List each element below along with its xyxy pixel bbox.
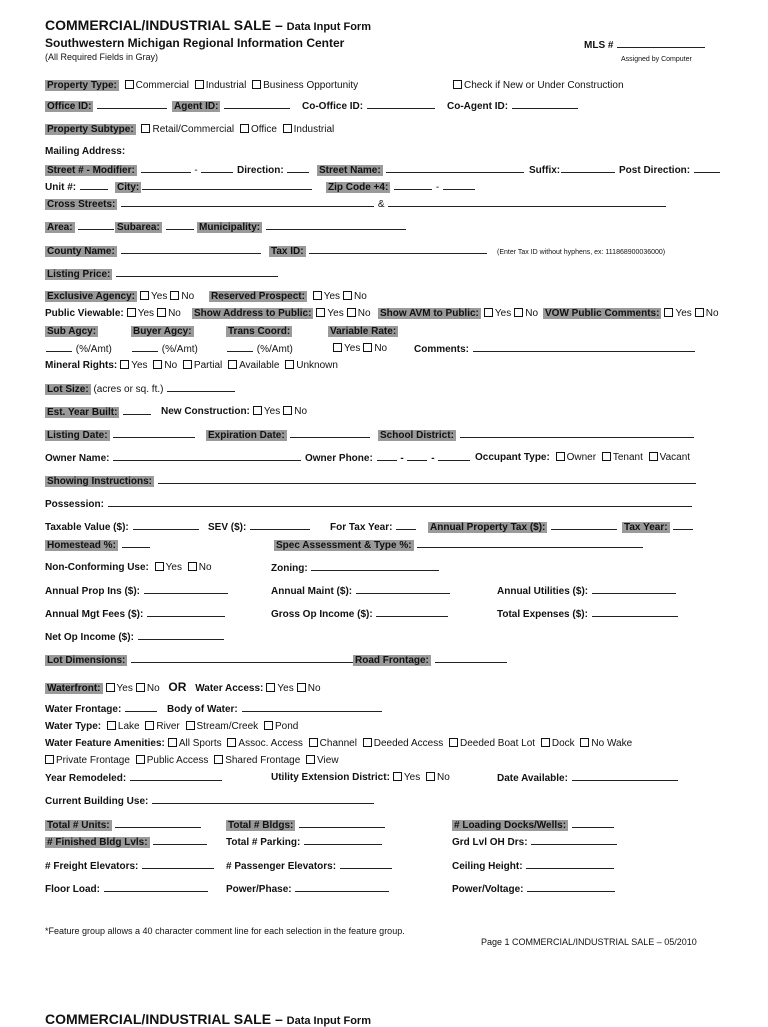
form-title: COMMERCIAL/INDUSTRIAL SALE – Data Input Form: [45, 17, 371, 33]
listing-price-field[interactable]: Listing Price:: [45, 267, 279, 281]
net-op-income-field[interactable]: Net Op Income ($):: [45, 630, 225, 644]
post-direction-field[interactable]: Post Direction:: [619, 163, 721, 177]
current-building-use-field[interactable]: Current Building Use:: [45, 794, 375, 808]
retail-commercial-checkbox[interactable]: [141, 124, 150, 133]
date-available-field[interactable]: Date Available:: [497, 771, 679, 785]
lot-size-field[interactable]: Lot Size: (acres or sq. ft.): [45, 382, 236, 396]
utility-extension-field[interactable]: Utility Extension District: Yes No: [271, 772, 450, 783]
floor-load-field[interactable]: Floor Load:: [45, 882, 209, 896]
occupant-type-field[interactable]: Occupant Type: Owner Tenant Vacant: [475, 452, 691, 463]
grd-lvl-oh-drs-field[interactable]: Grd Lvl OH Drs:: [452, 835, 618, 849]
zoning-field[interactable]: Zoning:: [271, 561, 440, 575]
total-parking-field[interactable]: Total # Parking:: [226, 835, 383, 849]
show-address-field[interactable]: Show Address to Public: Yes No: [194, 308, 371, 319]
office-id-field[interactable]: Office ID:: [45, 99, 168, 113]
new-construction-field[interactable]: New Construction: Yes No: [161, 406, 308, 417]
county-field[interactable]: County Name:: [45, 244, 262, 258]
variable-rate-label: Variable Rate:: [330, 326, 397, 337]
co-agent-id-field[interactable]: Co-Agent ID:: [447, 99, 579, 113]
unit-field[interactable]: Unit #:: [45, 180, 109, 194]
show-avm-field[interactable]: Show AVM to Public: Yes No: [380, 308, 539, 319]
business-opportunity-checkbox[interactable]: [252, 80, 261, 89]
showing-instructions-field[interactable]: Showing Instructions:: [45, 474, 697, 488]
lot-dimensions-field[interactable]: Lot Dimensions:: [45, 653, 354, 667]
mls-field[interactable]: MLS #: [584, 38, 706, 52]
year-built-field[interactable]: Est. Year Built:: [45, 405, 152, 419]
form-subtitle: Data Input Form: [286, 21, 371, 33]
direction-field[interactable]: Direction:: [237, 163, 310, 177]
required-note: (All Required Fields in Gray): [45, 52, 159, 62]
sub-agency-label: Sub Agcy:: [47, 326, 97, 337]
body-of-water-field[interactable]: Body of Water:: [167, 702, 383, 716]
exclusive-agency-field[interactable]: Exclusive Agency: Yes No: [47, 291, 195, 302]
prop-ins-field[interactable]: Annual Prop Ins ($):: [45, 584, 229, 598]
mgt-fees-field[interactable]: Annual Mgt Fees ($):: [45, 607, 226, 621]
power-phase-field[interactable]: Power/Phase:: [226, 882, 390, 896]
total-bldgs-field[interactable]: Total # Bldgs:: [226, 818, 386, 832]
trans-coord-label: Trans Coord:: [228, 326, 291, 337]
municipality-field[interactable]: Municipality:: [197, 220, 407, 234]
page-footer: Page 1 COMMERCIAL/INDUSTRIAL SALE – 05/2010: [481, 937, 697, 947]
variable-rate-field[interactable]: Yes No: [330, 342, 387, 355]
passenger-elevators-field[interactable]: # Passenger Elevators:: [226, 859, 393, 873]
listing-date-field[interactable]: Listing Date:: [45, 428, 196, 442]
taxable-value-field[interactable]: Taxable Value ($):: [45, 520, 200, 534]
property-type-label: Property Type:: [47, 80, 117, 91]
mineral-rights-field[interactable]: Mineral Rights: Yes No Partial Available Unknown: [45, 360, 338, 371]
annual-utilities-field[interactable]: Annual Utilities ($):: [497, 584, 677, 598]
buyer-agency-field[interactable]: (%/Amt): [131, 342, 198, 356]
school-district-field[interactable]: School District:: [378, 428, 695, 442]
possession-field[interactable]: Possession:: [45, 497, 693, 511]
water-frontage-field[interactable]: Water Frontage:: [45, 702, 158, 716]
new-construction-check[interactable]: Check if New or Under Construction: [450, 79, 624, 92]
city-field[interactable]: City:: [115, 180, 313, 194]
office-checkbox[interactable]: [240, 124, 249, 133]
ceiling-height-field[interactable]: Ceiling Height:: [452, 859, 615, 873]
expiration-date-field[interactable]: Expiration Date:: [206, 428, 371, 442]
organization-name: Southwestern Michigan Regional Information Center: [45, 36, 345, 50]
reserved-prospect-field[interactable]: Reserved Prospect: Yes No: [211, 291, 367, 302]
commercial-checkbox[interactable]: [125, 80, 134, 89]
property-type-row: Property Type: Commercial Industrial Business Opportunity: [47, 80, 359, 91]
feature-group-note: *Feature group allows a 40 character comment line for each selection in the feature group.: [45, 926, 405, 936]
property-subtype-row: Property Subtype: Retail/Commercial Office Industrial: [47, 124, 335, 135]
homestead-field[interactable]: Homestead %:: [45, 538, 151, 552]
next-page-title: COMMERCIAL/INDUSTRIAL SALE – Data Input Form: [45, 1011, 371, 1027]
subtype-industrial-checkbox[interactable]: [283, 124, 292, 133]
subarea-field[interactable]: Subarea:: [115, 220, 195, 234]
co-office-id-field[interactable]: Co-Office ID:: [302, 99, 436, 113]
cross-streets-field[interactable]: Cross Streets: &: [45, 197, 667, 211]
for-tax-year-field[interactable]: For Tax Year:: [330, 520, 417, 534]
tax-id-note: (Enter Tax ID without hyphens, ex: 111868900036000): [497, 249, 666, 256]
spec-assessment-field[interactable]: Spec Assessment & Type %:: [274, 538, 644, 552]
waterfront-field[interactable]: Waterfront: Yes No OR Water Access: Yes No: [47, 680, 321, 694]
street-number-field[interactable]: Street # - Modifier: -: [45, 163, 234, 177]
industrial-checkbox[interactable]: [195, 80, 204, 89]
tax-id-field[interactable]: Tax ID:: [269, 244, 488, 258]
owner-name-field[interactable]: Owner Name:: [45, 451, 302, 465]
water-type-field[interactable]: Water Type: Lake River Stream/Creek Pond: [45, 721, 299, 732]
area-field[interactable]: Area:: [45, 220, 115, 234]
suffix-field[interactable]: Suffix:: [529, 163, 616, 177]
trans-coord-field[interactable]: (%/Amt): [226, 342, 293, 356]
total-expenses-field[interactable]: Total Expenses ($):: [497, 607, 679, 621]
mls-note: Assigned by Computer: [621, 56, 692, 63]
annual-maint-field[interactable]: Annual Maint ($):: [271, 584, 451, 598]
gross-op-income-field[interactable]: Gross Op Income ($):: [271, 607, 449, 621]
freight-elevators-field[interactable]: # Freight Elevators:: [45, 859, 215, 873]
total-units-field[interactable]: Total # Units:: [45, 818, 202, 832]
street-name-field[interactable]: Street Name:: [317, 163, 525, 177]
comments-field[interactable]: Comments:: [414, 342, 696, 356]
power-voltage-field[interactable]: Power/Voltage:: [452, 882, 616, 896]
vow-comments-field[interactable]: VOW Public Comments: Yes No: [545, 308, 719, 319]
zip-field[interactable]: Zip Code +4: -: [326, 180, 476, 194]
road-frontage-field[interactable]: Road Frontage:: [353, 653, 508, 667]
non-conforming-field[interactable]: Non-Conforming Use: Yes No: [45, 562, 212, 573]
owner-phone-field[interactable]: Owner Phone: - -: [305, 451, 471, 465]
year-remodeled-field[interactable]: Year Remodeled:: [45, 771, 223, 785]
tax-year-field[interactable]: Tax Year:: [622, 520, 694, 534]
buyer-agency-label: Buyer Agcy:: [133, 326, 192, 337]
finished-levels-field[interactable]: # Finished Bldg Lvls:: [45, 835, 208, 849]
water-amenities-row2[interactable]: Private Frontage Public Access Shared Frontage View: [42, 754, 339, 767]
loading-docks-field[interactable]: # Loading Docks/Wells:: [452, 818, 615, 832]
annual-property-tax-field[interactable]: Annual Property Tax ($):: [428, 520, 618, 534]
sub-agency-field[interactable]: (%/Amt): [45, 342, 112, 356]
agent-id-field[interactable]: Agent ID:: [172, 99, 291, 113]
public-viewable-field[interactable]: Public Viewable: Yes No: [45, 308, 181, 319]
sev-field[interactable]: SEV ($):: [208, 520, 311, 534]
mailing-address-label: Mailing Address:: [45, 146, 126, 157]
water-amenities-field[interactable]: Water Feature Amenities: All Sports Assoc. Access Channel Deeded Access Deeded Boat Lot Dock No Wake: [45, 738, 633, 749]
